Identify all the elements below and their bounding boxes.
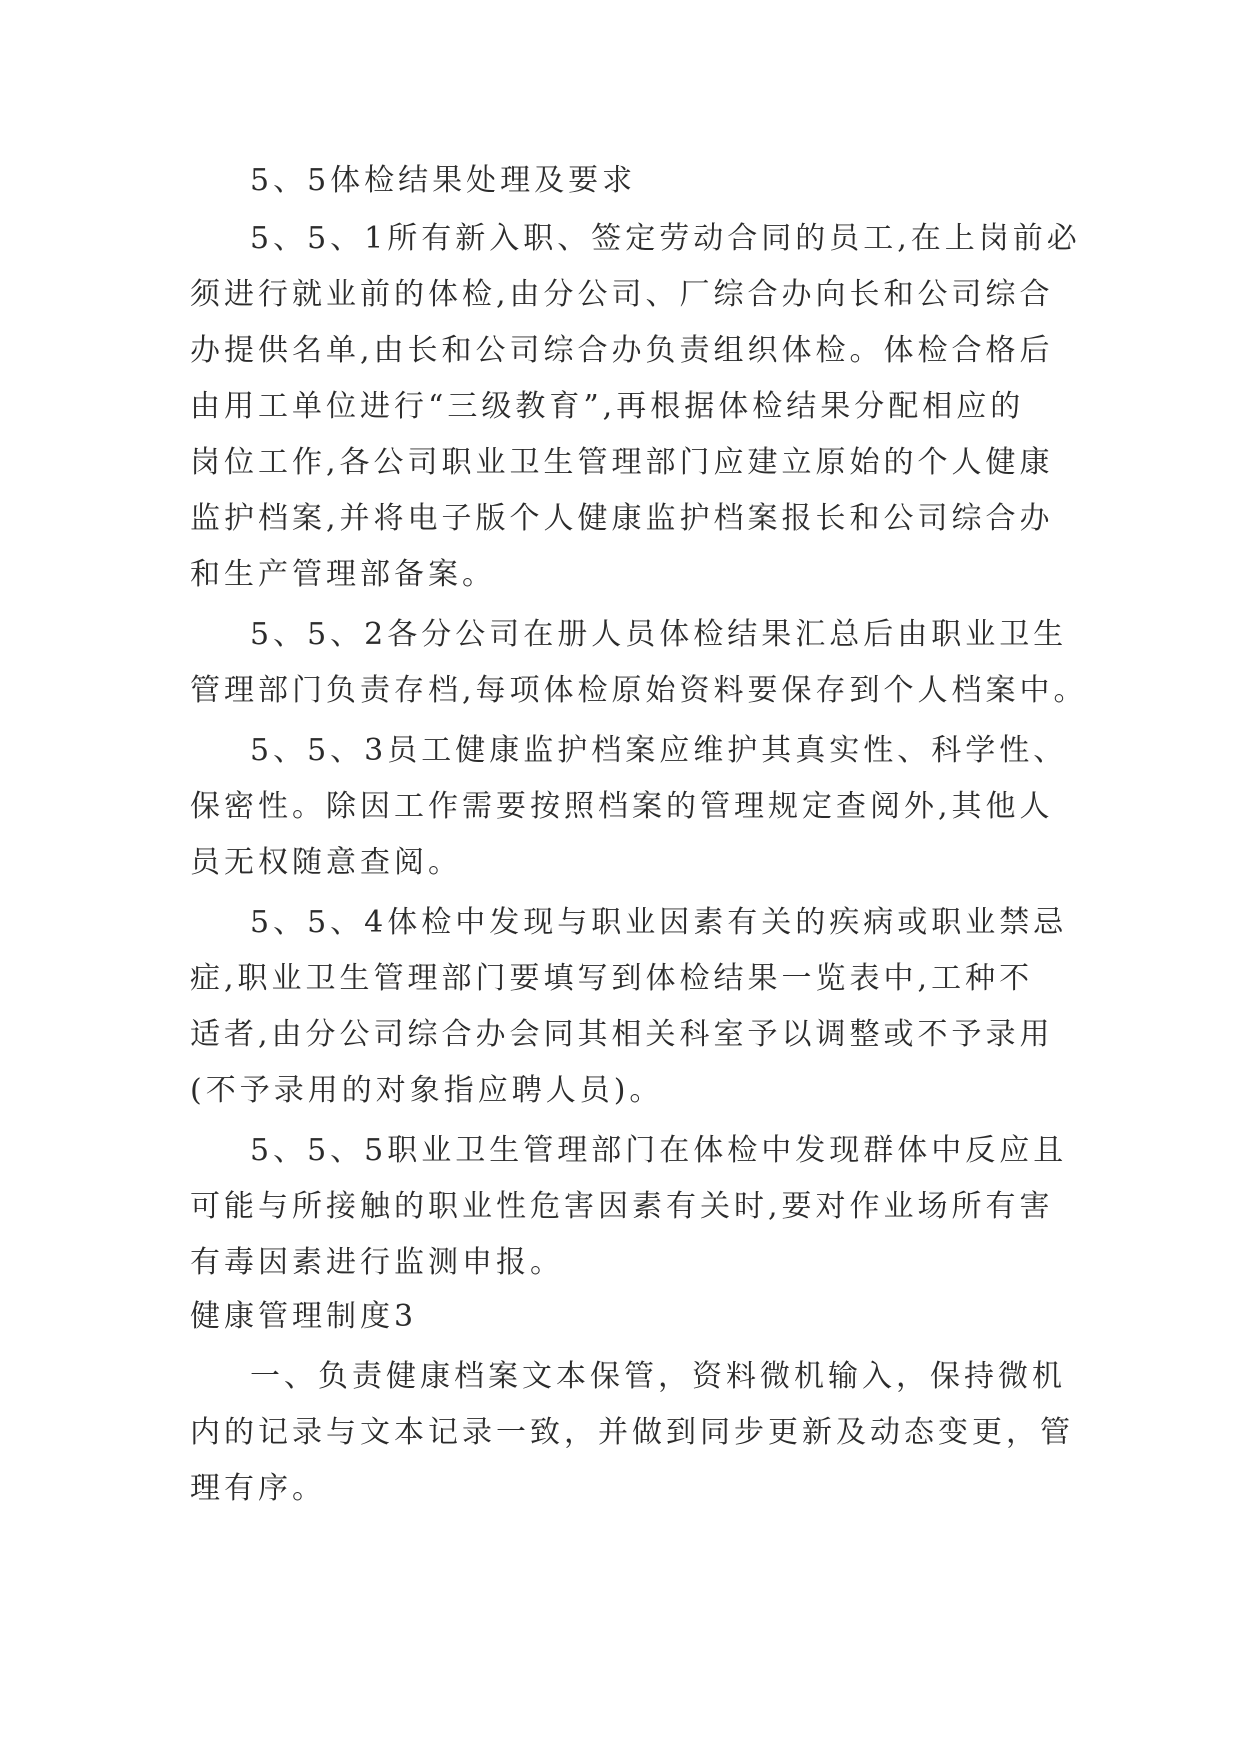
paragraph-line: 监护档案,并将电子版个人健康监护档案报长和公司综合办 — [190, 501, 1054, 536]
paragraph-line: 由用工单位进行“三级教育”,再根据体检结果分配相应的 — [190, 389, 1025, 424]
paragraph-line: 5、5、4体检中发现与职业因素有关的疾病或职业禁忌 — [250, 905, 1068, 940]
paragraph-line: 5、5、5职业卫生管理部门在体检中发现群体中反应且 — [250, 1133, 1068, 1168]
paragraph-line: 症,职业卫生管理部门要填写到体检结果一览表中,工种不 — [190, 961, 1034, 996]
paragraph-line: 须进行就业前的体检,由分公司、厂综合办向长和公司综合 — [190, 277, 1054, 312]
paragraph-line: 5、5、1所有新入职、签定劳动合同的员工,在上岗前必 — [250, 221, 1081, 256]
paragraph-line: 适者,由分公司综合办会同其相关科室予以调整或不予录用 — [190, 1017, 1054, 1052]
paragraph-line: 办提供名单,由长和公司综合办负责组织体检。体检合格后 — [190, 333, 1054, 368]
paragraph-line: 理有序。 — [190, 1471, 326, 1506]
paragraph-line: (不予录用的对象指应聘人员)。 — [190, 1073, 664, 1108]
section-heading: 5、5体检结果处理及要求 — [250, 163, 637, 198]
paragraph-line: 岗位工作,各公司职业卫生管理部门应建立原始的个人健康 — [190, 445, 1054, 480]
paragraph-line: 5、5、3员工健康监护档案应维护其真实性、科学性、 — [250, 733, 1068, 768]
paragraph-line: 管理部门负责存档,每项体检原始资料要保存到个人档案中。 — [190, 673, 1088, 708]
paragraph-line: 员无权随意查阅。 — [190, 845, 462, 880]
paragraph-line: 保密性。除因工作需要按照档案的管理规定查阅外,其他人 — [190, 789, 1054, 824]
paragraph-line: 一、负责健康档案文本保管，资料微机输入，保持微机 — [250, 1359, 1066, 1394]
paragraph-line: 内的记录与文本记录一致，并做到同步更新及动态变更，管 — [190, 1415, 1074, 1450]
paragraph-line: 5、5、2各分公司在册人员体检结果汇总后由职业卫生 — [250, 617, 1068, 652]
paragraph-line: 有毒因素进行监测申报。 — [190, 1245, 564, 1280]
paragraph-line: 和生产管理部备案。 — [190, 557, 496, 592]
paragraph-line: 可能与所接触的职业性危害因素有关时,要对作业场所有害 — [190, 1189, 1054, 1224]
section-title: 健康管理制度3 — [190, 1299, 418, 1334]
